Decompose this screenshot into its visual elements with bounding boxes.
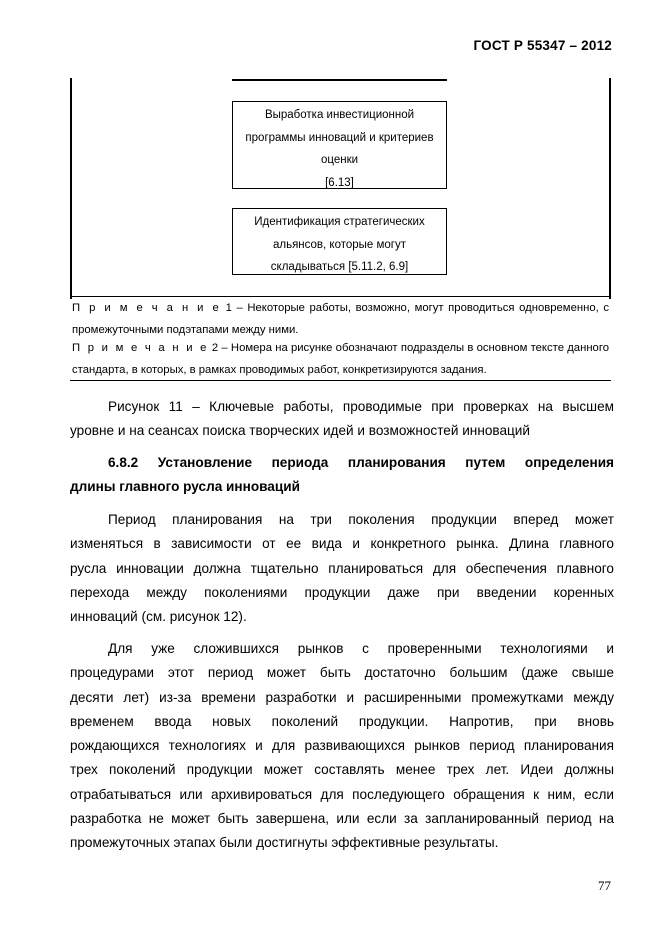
caption-line: Рисунок 11 – Ключевые работы, проводимые при проверках на высшем (108, 399, 614, 414)
box-line: Идентификация стратегических (254, 216, 425, 228)
process-box-strategic-alliances (232, 208, 447, 275)
paragraph-1 (70, 508, 614, 629)
paragraph-line: рождающихся технологиях и для развивающихся рынков период планирования (70, 738, 614, 754)
paragraph-line: отрабатываться или архивироваться для последующего обращения к ним, если (70, 786, 614, 802)
page-number: 77 (598, 878, 611, 893)
frame-left-line (70, 78, 72, 299)
box-line: Выработка инвестиционной (264, 109, 415, 121)
paragraph-line: трех поколений продукции может составлять менее трех лет. Идеи должны (70, 762, 614, 778)
paragraph-line: разработка не может быть завершена, или если за запланированный период на (70, 811, 614, 827)
paragraph-line: Для уже сложившихся рынков с проверенными технологиями и (108, 641, 614, 656)
note-2 (72, 337, 609, 381)
paragraph-line: перехода между поколениями продукции даже при введении коренных (70, 584, 614, 600)
caption-line: уровне и на сеансах поиска творческих идей и возможностей инноваций (70, 423, 530, 439)
paragraph-2 (70, 637, 614, 856)
paragraph-line: десяти лет) из-за времени разработки и расширенными промежутками между (70, 689, 614, 705)
box-line: складываться [5.11.2, 6.9] (270, 261, 409, 273)
note-label: П р и м е ч а н и е (72, 342, 209, 354)
box-line: альянсов, которые могут (272, 238, 407, 251)
top-connector-line (232, 79, 447, 81)
heading-line: 6.8.2 Установление периода планирования путем определения (108, 455, 614, 470)
heading-line: длины главного русла инноваций (70, 479, 300, 495)
paragraph-line: инноваций (см. рисунок 12). (70, 609, 247, 625)
frame-right-line (609, 78, 611, 299)
paragraph-line: промежуточных этапах были достигнуты эффективные результаты. (70, 835, 499, 851)
note-text: стандарта, в которых, в рамках проводимых работ, конкретизируются задания. (72, 364, 487, 376)
note-label: П р и м е ч а н и е (72, 302, 221, 314)
document-header: ГОСТ Р 55347 – 2012 (473, 38, 612, 53)
note-text: промежуточными подэтапами между ними. (72, 324, 299, 336)
process-box-investment-program (232, 101, 447, 189)
section-heading (70, 451, 614, 500)
box-line: программы инноваций и критериев (245, 131, 434, 144)
note-text: 1 – Некоторые работы, возможно, могут проводиться одновременно, с (225, 302, 610, 314)
box-line: оценки (320, 154, 359, 166)
paragraph-line: временем ввода новых поколений продукции. Напротив, при вновь (70, 713, 614, 729)
paragraph-line: Период планирования на три поколения продукции вперед может (108, 512, 614, 527)
box-line: [6.13] (325, 176, 354, 189)
paragraph-line: изменяться в зависимости от ее вида и конкретного рынка. Длина главного (70, 536, 614, 552)
note-1 (72, 297, 609, 341)
paragraph-line: процедурами этот период может быть достаточно большим (даже свыше (70, 665, 614, 681)
figure-notes (70, 296, 611, 381)
note-text: 2 – Номера на рисунке обозначают подразделы в основном тексте данного (211, 342, 609, 354)
figure-caption (70, 395, 614, 444)
paragraph-line: русла инновации должна тщательно планироваться для обеспечения плавного (70, 560, 614, 576)
